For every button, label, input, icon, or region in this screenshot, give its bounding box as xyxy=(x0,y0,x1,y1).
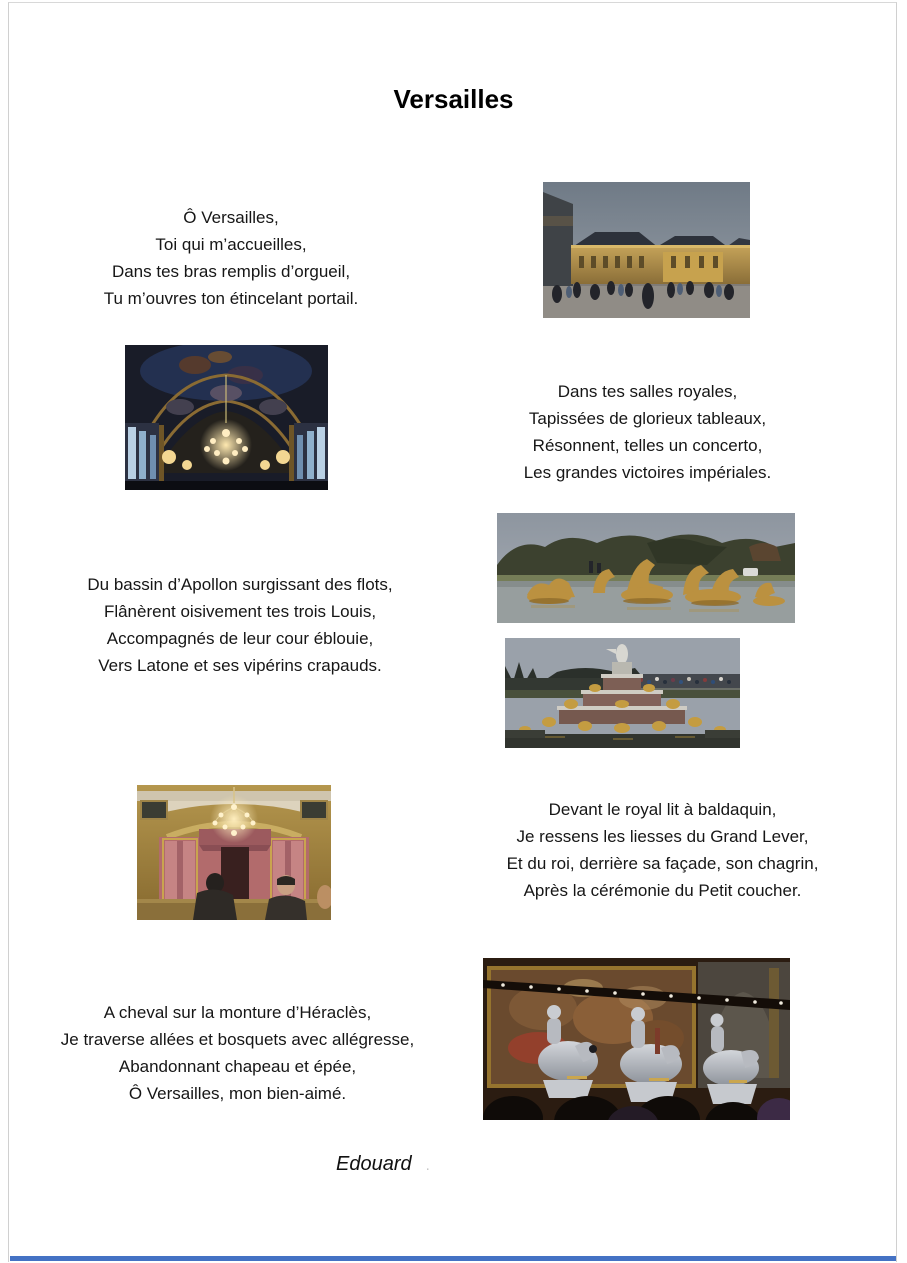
poem-line: Abandonnant chapeau et épée, xyxy=(118,1057,357,1076)
latona-fountain-photo xyxy=(505,638,740,748)
hall-of-mirrors-photo xyxy=(125,345,328,490)
poem-line: Après la cérémonie du Petit coucher. xyxy=(523,881,802,900)
poem-line: Du bassin d’Apollon surgissant des flots, xyxy=(87,575,393,594)
poem-line: Je ressens les liesses du Grand Lever, xyxy=(516,827,809,846)
poem-line: Tapissées de glorieux tableaux, xyxy=(528,409,767,428)
poem-line: Dans tes salles royales, xyxy=(557,382,738,401)
signature-dot: . xyxy=(425,1157,430,1174)
signature-row xyxy=(336,1153,430,1176)
poem-line: Tu m’ouvres ton étincelant portail. xyxy=(103,289,359,308)
poem-line: Les grandes victoires impériales. xyxy=(523,463,772,482)
palace-courtyard-photo xyxy=(543,182,750,318)
author-signature: Edouard xyxy=(336,1153,412,1175)
stanza-4 xyxy=(445,796,880,904)
poem-title: Versailles xyxy=(393,84,514,114)
poem-line: Flânèrent oisivement tes trois Louis, xyxy=(103,602,377,621)
armored-knights-photo xyxy=(483,958,790,1120)
kings-bedchamber-image xyxy=(137,785,331,920)
poem-line: Dans tes bras remplis d’orgueil, xyxy=(111,262,351,281)
poem-line: Accompagnés de leur cour éblouie, xyxy=(106,629,374,648)
poem-line: Vers Latone et ses vipérins crapauds. xyxy=(98,656,382,675)
poem-line: Toi qui m’accueilles, xyxy=(155,235,307,254)
stanza-3 xyxy=(25,571,455,679)
apollo-fountain-image xyxy=(497,513,795,623)
poem-line: Ô Versailles, xyxy=(183,208,279,227)
latona-fountain-image xyxy=(505,638,740,748)
poem-line: Je traverse allées et bosquets avec allégresse, xyxy=(60,1030,415,1049)
apollo-fountain-photo xyxy=(497,513,795,623)
stanza-1 xyxy=(16,204,446,312)
palace-courtyard-image xyxy=(543,182,750,318)
poem-line: A cheval sur la monture d’Héraclès, xyxy=(103,1003,372,1022)
armored-knights-image xyxy=(483,958,790,1120)
kings-bedchamber-photo xyxy=(137,785,331,920)
stanza-5 xyxy=(15,999,460,1107)
poem-line: Ô Versailles, mon bien-aimé. xyxy=(128,1084,347,1103)
stanza-2 xyxy=(470,378,825,486)
poem-line: Devant le royal lit à baldaquin, xyxy=(548,800,777,819)
poem-line: Et du roi, derrière sa façade, son chagrin, xyxy=(506,854,819,873)
hall-of-mirrors-image xyxy=(125,345,328,490)
poem-line: Résonnent, telles un concerto, xyxy=(532,436,763,455)
page-bottom-divider xyxy=(10,1256,896,1261)
